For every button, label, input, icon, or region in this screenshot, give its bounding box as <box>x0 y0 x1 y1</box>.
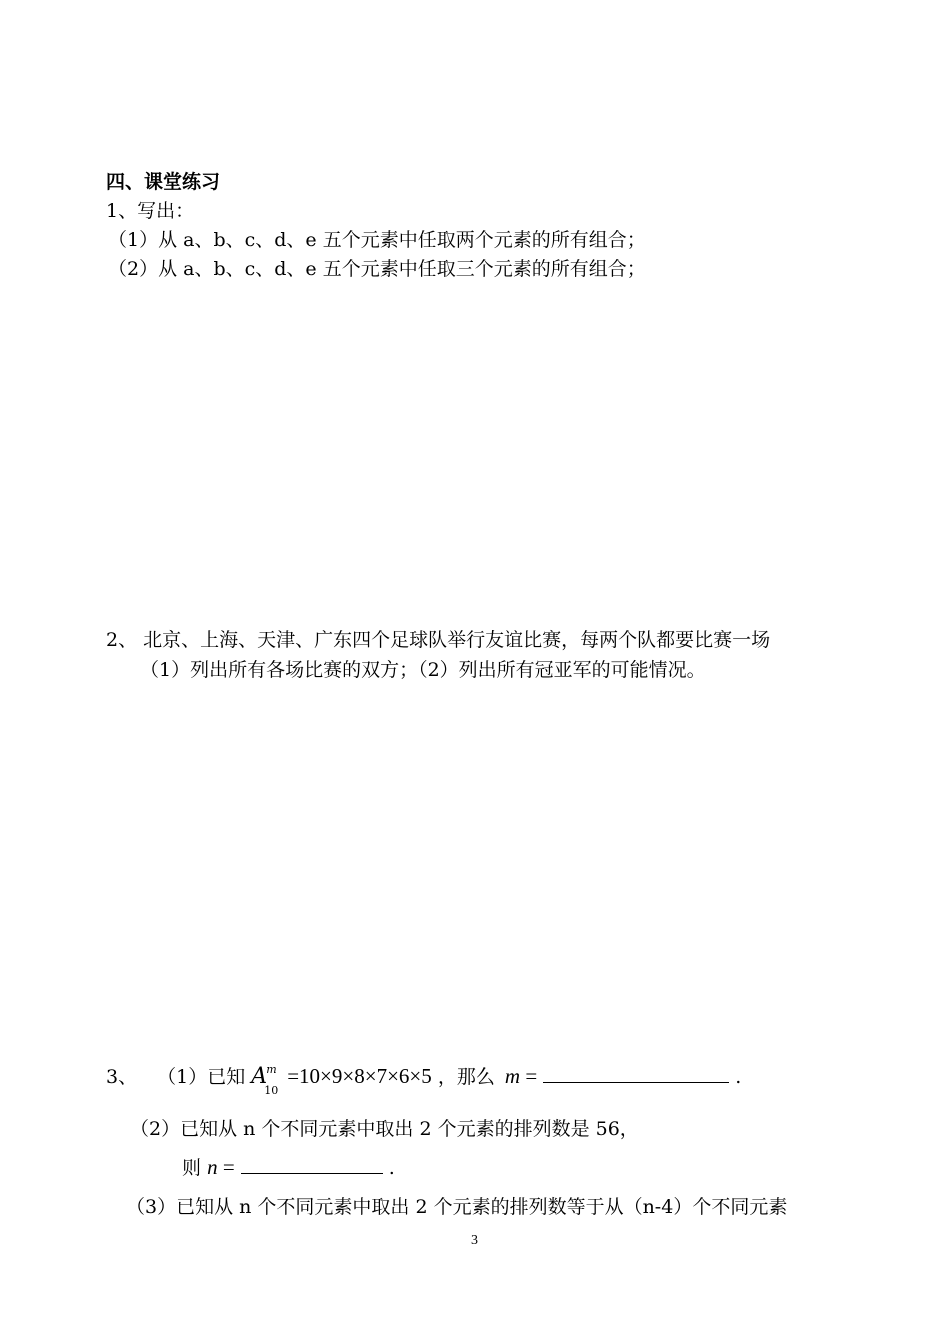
permutation-symbol: A m 10 <box>251 1063 279 1097</box>
period: . <box>735 1066 742 1088</box>
answer-blank-m[interactable] <box>543 1066 729 1083</box>
variable-m-equals: m = <box>504 1064 538 1088</box>
answer-blank-n[interactable] <box>241 1157 383 1174</box>
section-title: 四、课堂练习 <box>106 171 221 193</box>
question-3-part-2-line-1: （2）已知从 n 个不同元素中取出 2 个元素的排列数是 56， <box>130 1118 639 1140</box>
question-3-number: 3、 <box>106 1066 138 1088</box>
question-1-part-1: （1）从 a、b、c、d、e 五个元素中任取两个元素的所有组合； <box>108 229 646 251</box>
then-label: 则 <box>182 1157 202 1179</box>
page-number: 3 <box>471 1233 478 1248</box>
question-3-part-1-middle: ，那么 <box>437 1066 495 1088</box>
question-1-part-2: （2）从 a、b、c、d、e 五个元素中任取三个元素的所有组合； <box>108 258 646 280</box>
question-2-line-2: （1）列出所有各场比赛的双方；（2）列出所有冠亚军的可能情况。 <box>140 659 706 681</box>
question-3-part-1 <box>106 1063 742 1097</box>
period: . <box>388 1157 395 1179</box>
question-3-part-2-line-2 <box>182 1155 395 1180</box>
permutation-product: =10×9×8×7×6×5 <box>287 1064 432 1088</box>
question-3-part-1-prefix: （1）已知 <box>157 1066 246 1088</box>
question-3-part-3-line-1: （3）已知从 n 个不同元素中取出 2 个元素的排列数等于从（n-4）个不同元素 <box>126 1196 788 1218</box>
question-2-line-1: 2、 北京、上海、天津、广东四个足球队举行友谊比赛，每两个队都要比赛一场 <box>106 629 771 651</box>
question-1-intro: 1、写出： <box>106 200 195 222</box>
variable-n-equals: n = <box>207 1155 235 1179</box>
